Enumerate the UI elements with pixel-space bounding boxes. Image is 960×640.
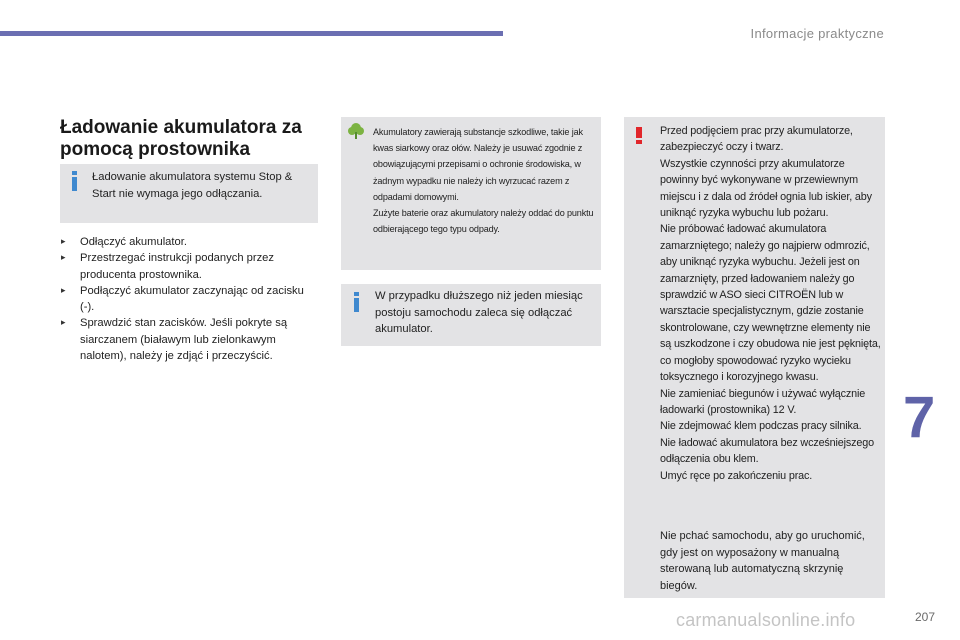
page-title: Ładowanie akumulatora za pomocą prostownika: [60, 117, 302, 160]
eco-note-text: Akumulatory zawierają substancje szkodliwe, takie jak kwas siarkowy oraz ołów. Należy je usuwać zgodnie z obowiązującymi przepisami o ochronie środowiska, w żadnym wypadku nie należy ich wyrzucać razem z odpadami domowymi. Zużyte baterie oraz akumulatory należy oddać do punktu odbierającego tego typu odpady.: [373, 127, 594, 235]
leaf-icon: [347, 122, 365, 139]
info-note-box-2: [341, 284, 601, 346]
info-note-box: [60, 164, 318, 223]
warning-note-text-2: Nie pchać samochodu, aby go uruchomić, gdy jest on wyposażony w manualną sterowaną lub automatyczną skrzynię biegów.: [660, 530, 865, 592]
step-item: ▸ Przestrzegać instrukcji podanych przez producenta prostownika.: [60, 250, 320, 283]
step-item: ▸ Sprawdzić stan zacisków. Jeśli pokryte są siarczanem (białawym lub zielonkawym nalotem), należy je zdjąć i przeczyścić.: [60, 315, 320, 364]
steps-list: [60, 234, 320, 364]
chapter-number: 7: [903, 385, 936, 450]
section-title: Informacje praktyczne: [750, 26, 884, 41]
warning-note-box: [624, 117, 885, 598]
step-item: ▸ Odłączyć akumulator.: [60, 234, 320, 250]
warning-note-text: Przed podjęciem prac przy akumulatorze, zabezpieczyć oczy i twarz. Wszystkie czynności przy akumulatorze powinny być wykonywane w przewiewnym miejscu i z dala od źródeł ognia lub iskier, aby uniknąć ryzyka wybuchu lub pożaru. Nie próbować ładować akumulatora zamarzniętego; należy go najpierw odmrozić, aby uniknąć ryzyka wybuchu. Jeżeli jest on zamarznięty, przed ładowaniem należy go sprawdzić w ASO sieci CITROËN lub w warsztacie specjalistycznym, gdzie zostanie skontrolowane, czy wewnętrzne elementy nie są uszkodzone i czy obudowa nie jest pęknięta, co mogłoby spowodować ryzyko wycieku toksycznego i korozyjnego kwasu. Nie zamieniać biegunów i używać wyłącznie ładowarki (prostownika) 12 V. Nie zdejmować klem podczas pracy silnika. Nie ładować akumulatora bez wcześniejszego odłączenia obu klem. Umyć ręce po zakończeniu prac.: [660, 125, 881, 482]
step-item: ▸ Podłączyć akumulator zaczynając od zacisku (-).: [60, 283, 320, 316]
watermark: carmanualsonline.info: [676, 610, 856, 630]
page-number: 207: [915, 610, 936, 624]
info-note-text: Ładowanie akumulatora systemu Stop & Start nie wymaga jego odłączania.: [92, 171, 293, 200]
eco-note-box: [341, 117, 601, 270]
warning-icon: [636, 127, 642, 143]
info-icon: [354, 298, 359, 312]
header-accent-bar: [0, 31, 503, 36]
info-icon: [72, 177, 77, 191]
info-note-2-text: W przypadku dłuższego niż jeden miesiąc postoju samochodu zaleca się odłączać akumulator.: [375, 290, 583, 335]
